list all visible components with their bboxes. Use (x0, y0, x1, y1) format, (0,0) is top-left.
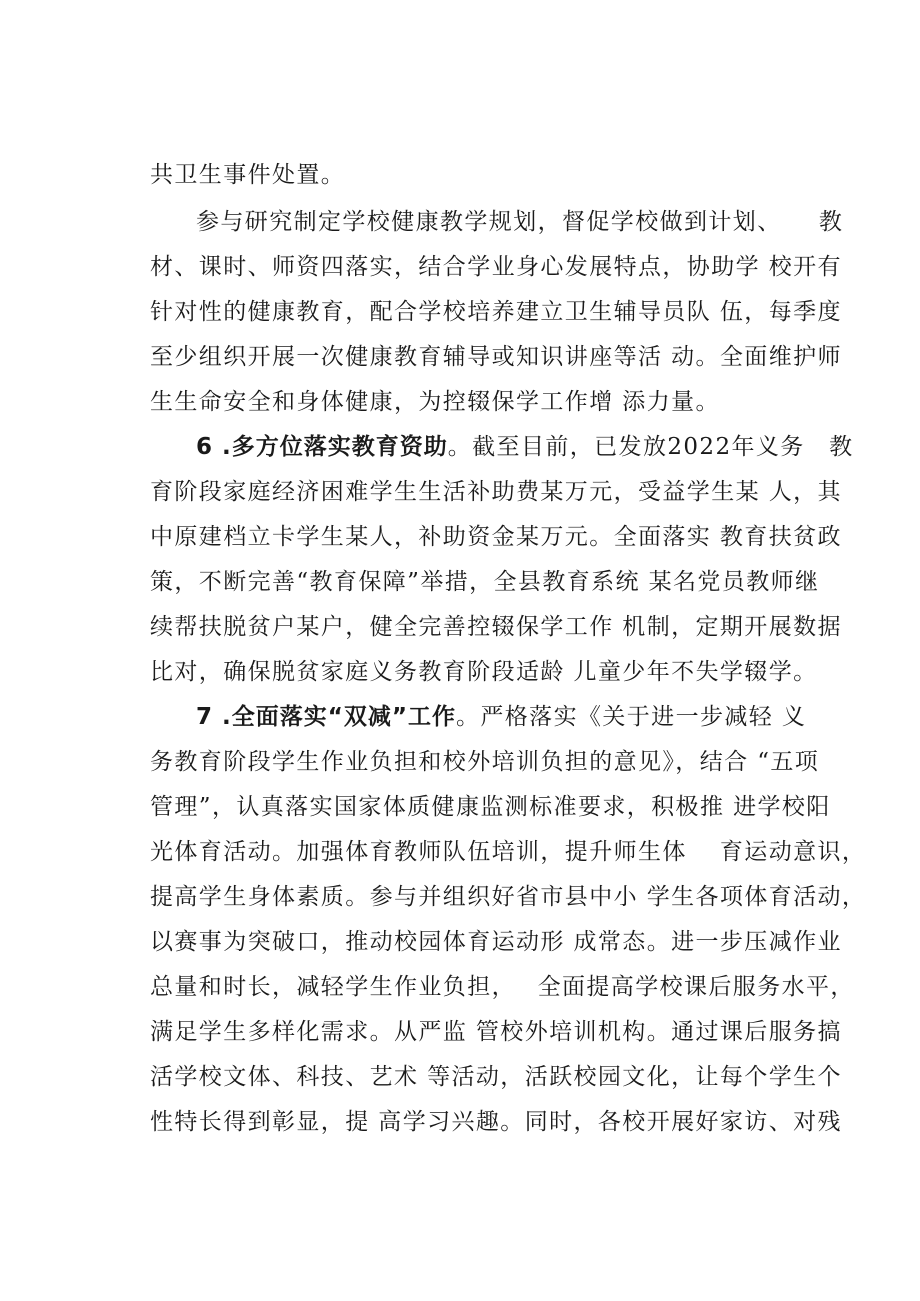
text-line: 材、课时、师资四落实，结合学业身心发展特点，协助学 校开有 (150, 254, 842, 280)
text-line: 中原建档立卡学生某人，补助资金某万元。全面落实 教育扶贫政 (150, 524, 842, 550)
text-line: 性特长得到彰显，提 高学习兴趣。同时，各校开展好家访、对残 (150, 1109, 842, 1135)
text-line: 策，不断完善“教育保障”举措，全县教育系统 某名党员教师继 (150, 569, 820, 595)
text-line: 以赛事为突破口，推动校园体育运动形 成常态。进一步压减作业 (150, 929, 842, 955)
text-line: 参与研究制定学校健康教学规划，督促学校做到计划、 教 (196, 209, 844, 235)
text-line: 比对，确保脱贫家庭义务教育阶段适龄 儿童少年不失学辍学。 (150, 659, 818, 685)
text-line: 育阶段家庭经济困难学生生活补助费某万元，受益学生某 人，其 (150, 479, 842, 505)
text-line: 生生命安全和身体健康，为控辍保学工作增 添力量。 (150, 389, 720, 415)
text-line: 活学校文体、科技、艺术 等活动，活跃校园文化，让每个学生个 (150, 1064, 842, 1090)
text-line: 提高学生身体素质。参与并组织好省市县中小 学生各项体育活动， (150, 884, 867, 910)
text-line: 光体育活动。加强体育教师队伍培训，提升师生体 育运动意识， (150, 839, 867, 865)
text-line: 管理”，认真落实国家体质健康监测标准要求，积极推 进学校阳 (150, 794, 831, 820)
text-line: 共卫生事件处置。 (150, 162, 346, 188)
section-heading-line: 6 .多方位落实教育资助。截至目前，已发放2022年义务 教 (196, 434, 854, 460)
section-heading-line: 7 .全面落实“双减”工作。严格落实《关于进一步减轻 义 (196, 704, 807, 730)
text-line: 满足学生多样化需求。从严监 管校外培训机构。通过课后服务搞 (150, 1019, 842, 1045)
text-line: 续帮扶脱贫户某户，健全完善控辍保学工作 机制，定期开展数据 (150, 614, 842, 640)
section-heading: 7 .全面落实“双减”工作 (196, 704, 456, 730)
section-heading: 6 .多方位落实教育资助 (196, 434, 448, 460)
text-line: 至少组织开展一次健康教育辅导或知识讲座等活 动。全面维护师 (150, 344, 842, 370)
text-line: 总量和时长，减轻学生作业负担， 全面提高学校课后服务水平， (150, 974, 855, 1000)
text-line: 务教育阶段学生作业负担和校外培训负担的意见》，结合 “五项 (150, 749, 820, 775)
text-line: 针对性的健康教育，配合学校培养建立卫生辅导员队 伍，每季度 (150, 299, 842, 325)
